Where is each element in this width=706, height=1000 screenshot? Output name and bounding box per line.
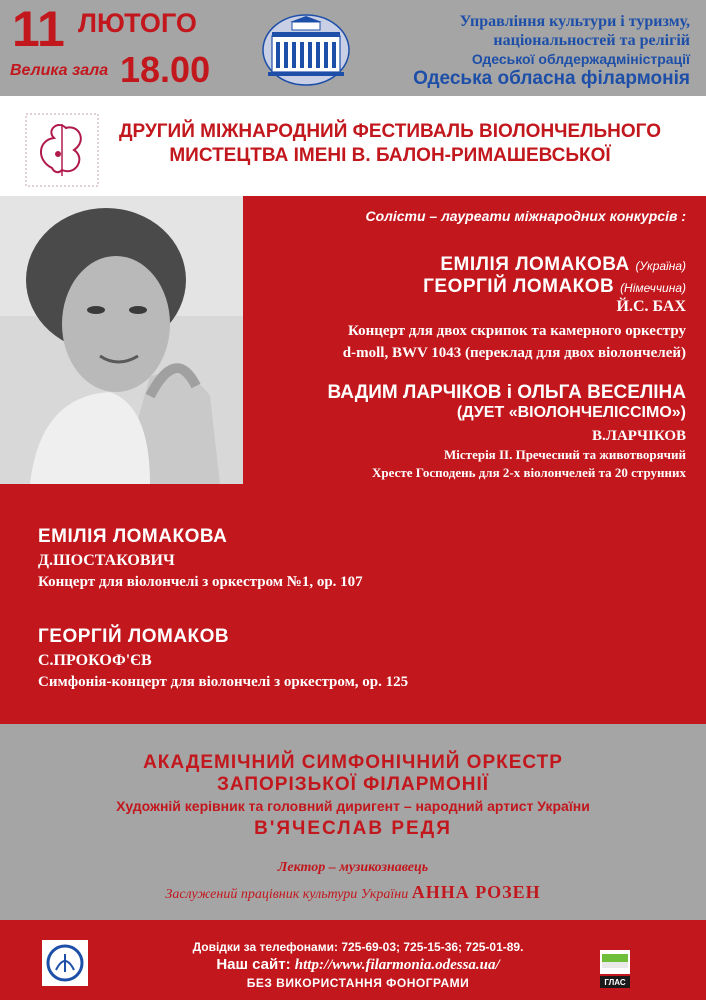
soloist-portrait-photo — [0, 196, 243, 484]
performer-2-name: ГЕОРГІЙ ЛОМАКОВ — [423, 276, 615, 297]
lecturer-title: Лектор – музикознавець — [277, 860, 429, 875]
program-item-1-work: Концерт для віолончелі з оркестром №1, ор. 107 — [38, 574, 363, 590]
date-day: 11 — [12, 1, 65, 57]
date-month: ЛЮТОГО — [78, 8, 197, 38]
work-bach-line-2: d-moll, BWV 1043 (переклад для двох віолончелей) — [342, 345, 686, 361]
orchestra-name-line-1: АКАДЕМІЧНИЙ СИМФОНІЧНИЙ ОРКЕСТР — [143, 752, 563, 773]
organizer-line-1: Управління культури і туризму, — [459, 13, 690, 30]
duo-performers: ВАДИМ ЛАРЧІКОВ і ОЛЬГА ВЕСЕЛІНА — [327, 382, 686, 403]
program-item-2-composer: С.ПРОКОФ'ЄВ — [38, 652, 152, 669]
work-bach-line-1: Концерт для двох скрипок та камерного оркестру — [347, 323, 686, 339]
performer-2 — [423, 276, 686, 298]
festival-title-line-1: ДРУГИЙ МІЖНАРОДНИЙ ФЕСТИВАЛЬ ВІОЛОНЧЕЛЬНОГО — [118, 121, 661, 142]
organizer-line-2: національностей та релігій — [493, 32, 690, 49]
performer-2-country: (Німеччина) — [620, 281, 686, 295]
lecturer-line — [0, 882, 706, 903]
website-label: Наш сайт: — [216, 956, 291, 973]
program-bottom-section — [0, 488, 706, 724]
poster-footer — [0, 920, 706, 1000]
composer-larchikov: В.ЛАРЧІКОВ — [592, 428, 686, 444]
hall-name: Велика зала — [10, 62, 109, 79]
program-top-section — [0, 196, 706, 488]
philharmonic-round-logo — [42, 940, 88, 986]
footer-phones: Довідки за телефонами: 725-69-03; 725-15-36; 725-01-89. — [192, 940, 524, 954]
work-larchikov-line-1: Містерія ІІ. Пречесний та животворячий — [444, 447, 686, 462]
cello-festival-logo — [22, 110, 102, 190]
program-item-1-performer: ЕМІЛІЯ ЛОМАКОВА — [38, 526, 228, 547]
work-larchikov — [372, 446, 686, 482]
work-bach — [343, 320, 686, 364]
glas-sponsor-logo — [600, 950, 630, 990]
lecturer-name: АННА РОЗЕН — [411, 882, 541, 902]
orchestra-section — [0, 724, 706, 920]
organizer-line-4: Одеська обласна філармонія — [413, 68, 690, 89]
website-link[interactable]: http://www.filarmonia.odessa.ua/ — [294, 957, 500, 973]
festival-strip — [0, 96, 706, 196]
concert-time: 18.00 — [120, 49, 211, 90]
soloists-heading: Солісти – лауреати міжнародних конкурсів : — [365, 208, 686, 224]
composer-bach: Й.С. БАХ — [616, 298, 686, 315]
performer-1-name: ЕМІЛІЯ ЛОМАКОВА — [440, 254, 630, 275]
poster-header — [0, 0, 706, 96]
director-title: Художній керівник та головний диригент – народний артист України — [116, 798, 590, 814]
program-item-1-composer: Д.ШОСТАКОВИЧ — [38, 552, 175, 569]
program-item-2-work: Симфонія-концерт для віолончелі з оркестром, ор. 125 — [38, 674, 409, 690]
duo-name: (ДУЕТ «ВІОЛОНЧЕЛІССІМО») — [456, 404, 686, 421]
performer-1 — [440, 254, 686, 276]
work-larchikov-line-2: Хресте Господень для 2-х віолончелей та 20 струнних — [372, 465, 686, 480]
footer-website — [110, 956, 606, 974]
performer-1-country: (Україна) — [635, 259, 686, 273]
festival-title — [110, 120, 670, 168]
festival-title-line-2: МИСТЕЦТВА ІМЕНІ В. БАЛОН-РИМАШЕВСЬКОЇ — [169, 145, 611, 166]
orchestra-name-line-2: ЗАПОРІЗЬКОЇ ФІЛАРМОНІЇ — [216, 774, 490, 795]
organizer-block — [413, 12, 690, 90]
glas-logo-text: ГЛАС — [604, 978, 626, 987]
organizer-line-3: Одеської облдержадміністрації — [471, 51, 690, 67]
philharmonic-building-emblem — [262, 14, 350, 86]
conductor-name: В'ЯЧЕСЛАВ РЕДЯ — [254, 818, 452, 839]
lecturer-description: Заслужений працівник культури України — [165, 887, 409, 902]
program-item-2-performer: ГЕОРГІЙ ЛОМАКОВ — [38, 626, 230, 647]
no-playback-notice: БЕЗ ВИКОРИСТАННЯ ФОНОГРАМИ — [246, 976, 470, 990]
